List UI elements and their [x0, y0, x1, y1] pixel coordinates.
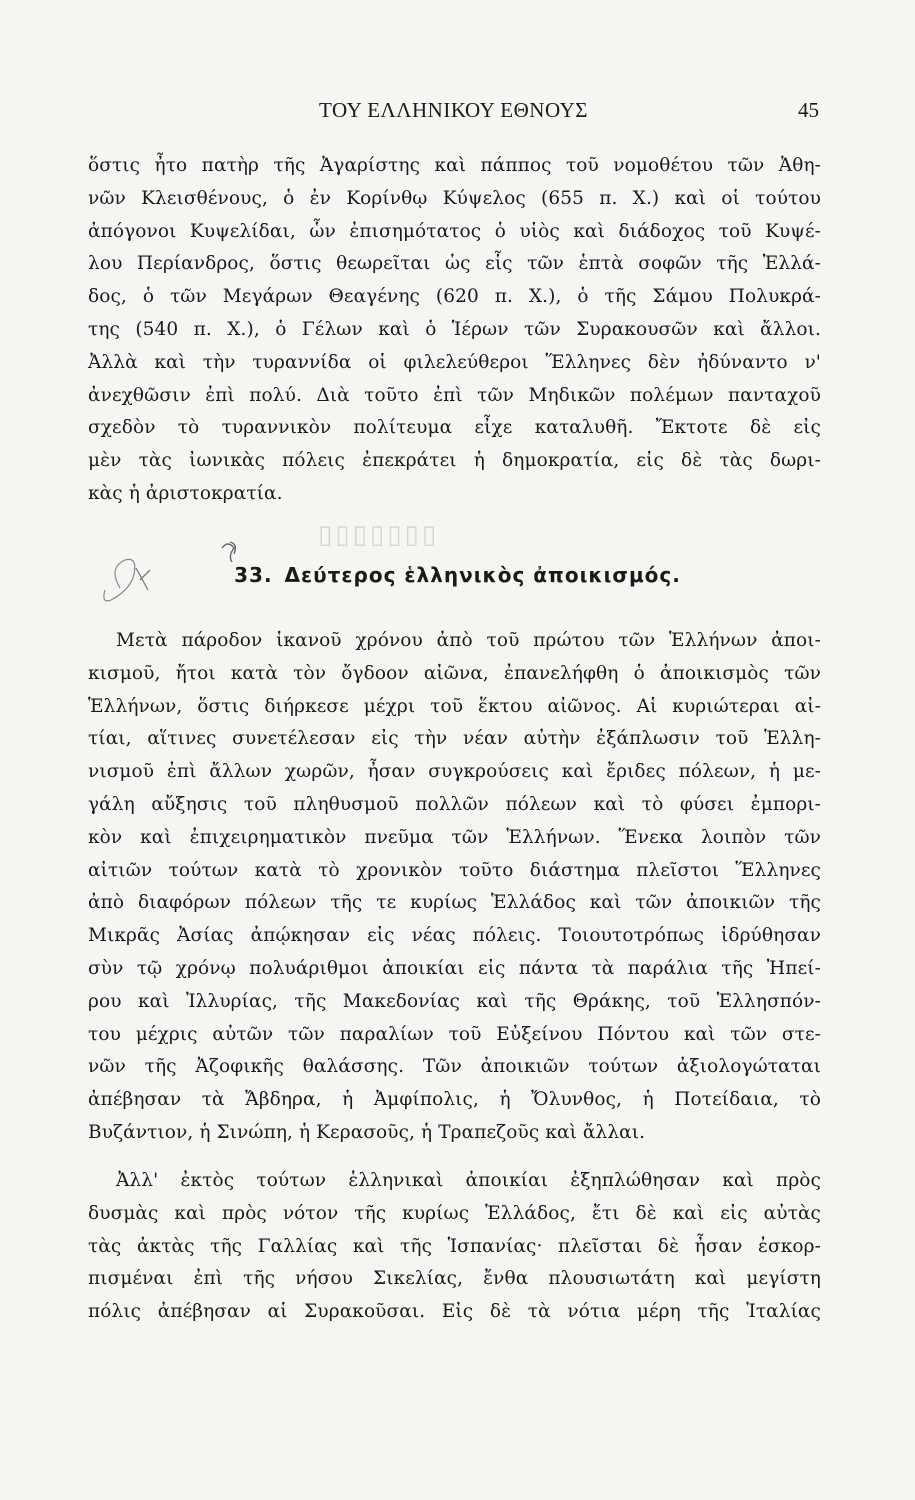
text-line: μὲν τὰς ἰωνικὰς πόλεις ἐπεκράτει ἡ δημοκρατία, εἰς δὲ τὰς δωρι- — [88, 450, 821, 472]
text-line: κὸν καὶ ἐπιχειρηματικὸν πνεῦμα τῶν Ἑλλήνων. Ἕνεκα λοιπὸν τῶν — [88, 826, 821, 848]
text-line: Μικρᾶς Ἀσίας ἀπῴκησαν εἰς νέας πόλεις. Τοιουτοτρόπως ἱδρύθησαν — [88, 925, 821, 947]
text-line: δος, ὁ τῶν Μεγάρων Θεαγένης (620 π. Χ.), ὁ τῆς Σάμου Πολυκρά- — [88, 286, 821, 308]
text-line: πόλις ἀπέβησαν αἱ Συρακοῦσαι. Εἰς δὲ τὰ νότια μέρη τῆς Ἰταλίας — [88, 1301, 821, 1323]
text-line: κὰς ἡ ἀριστοκρατία. — [88, 482, 283, 504]
page-header — [88, 98, 819, 128]
text-line: αἰτιῶν τούτων κατὰ τὸ χρονικὸν τοῦτο διάστημα πλεῖστοι Ἕλληνες — [88, 859, 821, 881]
text-line: ἀνεχθῶσιν ἐπὶ πολύ. Διὰ τοῦτο ἐπὶ τῶν Μηδικῶν πολέμων πανταχοῦ — [88, 384, 821, 406]
text-line: Ἑλλήνων, ὅστις διήρκεσε μέχρι τοῦ ἕκτου αἰῶνος. Αἱ κυριώτεραι αἰ- — [88, 695, 821, 717]
text-line: νῶν Κλεισθένους, ὁ ἐν Κορίνθῳ Κύψελος (655 π. Χ.) καὶ οἱ τούτου — [88, 187, 821, 209]
section-title: Δεύτερος ἑλληνικὸς ἀποικισμός. — [284, 563, 681, 587]
text-line: δυσμὰς καὶ πρὸς νότον τῆς κυρίως Ἑλλάδος, ἔτι δὲ καὶ εἰς αὐτὰς — [88, 1202, 821, 1224]
text-line: σὺν τῷ χρόνῳ πολυάριθμοι ἀποικίαι εἰς πάντα τὰ παράλια τῆς Ἠπεί- — [88, 957, 821, 979]
text-line: ἀπὸ διαφόρων πόλεων τῆς τε κυρίως Ἑλλάδος καὶ τῶν ἀποικιῶν τῆς — [88, 892, 821, 914]
bleed-through-mark: ▯▯▯▯▯▯▯ — [318, 520, 440, 550]
text-line: Ἀλλ' ἐκτὸς τούτων ἑλληνικαὶ ἀποικίαι ἐξηπλώθησαν καὶ πρὸς — [116, 1170, 821, 1191]
text-line: πισμέναι ἐπὶ τῆς νήσου Σικελίας, ἔνθα πλουσιωτάτη καὶ μεγίστη — [88, 1268, 821, 1290]
section-number: 33. — [234, 563, 273, 587]
text-line: νῶν τῆς Ἀζοφικῆς θαλάσσης. Τῶν ἀποικιῶν τούτων ἀξιολογώταται — [88, 1056, 821, 1078]
text-line: ἀπόγονοι Κυψελίδαι, ὧν ἐπισημότατος ὁ υἱὸς καὶ διάδοχος τοῦ Κυψέ- — [88, 220, 821, 242]
section-heading — [0, 563, 915, 587]
text-line: γάλη αὔξησις τοῦ πληθυσμοῦ πολλῶν πόλεων καὶ τὸ φύσει ἐμπορι- — [88, 793, 821, 815]
paragraph-1 — [88, 150, 821, 511]
text-line: κισμοῦ, ἤτοι κατὰ τὸν ὄγδοον αἰῶνα, ἐπανελήφθη ὁ ἀποικισμὸς τῶν — [88, 662, 821, 684]
text-line: τὰς ἀκτὰς τῆς Γαλλίας καὶ τῆς Ἱσπανίας· πλεῖσται δὲ ἦσαν ἐσκορ- — [88, 1235, 821, 1257]
text-line: Ἀλλὰ καὶ τὴν τυραννίδα οἱ φιλελεύθεροι Ἕλληνες δὲν ἠδύναντο ν' — [88, 351, 821, 373]
text-line: νισμοῦ ἐπὶ ἄλλων χωρῶν, ἦσαν συγκρούσεις καὶ ἔριδες πόλεων, ἡ με- — [88, 761, 821, 783]
text-line: ρου καὶ Ἰλλυρίας, τῆς Μακεδονίας καὶ τῆς Θράκης, τοῦ Ἑλλησπόν- — [88, 990, 821, 1012]
page-number: 45 — [798, 98, 819, 122]
text-line: σχεδὸν τὸ τυραννικὸν πολίτευμα εἶχε καταλυθῆ. Ἔκτοτε δὲ εἰς — [88, 417, 821, 439]
text-line: Βυζάντιον, ἡ Σινώπη, ἡ Κερασοῦς, ἡ Τραπεζοῦς καὶ ἄλλαι. — [88, 1121, 646, 1143]
paragraph-2 — [88, 625, 821, 1150]
paragraph-3 — [88, 1165, 821, 1329]
text-line: ἀπέβησαν τὰ Ἄβδηρα, ἡ Ἀμφίπολις, ἡ Ὄλυνθος, ἡ Ποτείδαια, τὸ — [88, 1089, 821, 1111]
text-line: λου Περίανδρος, ὅστις θεωρεῖται ὡς εἷς τῶν ἑπτὰ σοφῶν τῆς Ἑλλά- — [88, 253, 821, 275]
text-line: του μέχρις αὐτῶν τῶν παραλίων τοῦ Εὐξείνου Πόντου καὶ τῶν στε- — [88, 1023, 821, 1045]
text-line: ὅστις ἦτο πατὴρ τῆς Ἀγαρίστης καὶ πάππος τοῦ νομοθέτου τῶν Ἀθη- — [88, 155, 821, 176]
text-line: τίαι, αἵτινες συνετέλεσαν εἰς τὴν νέαν αὐτὴν ἐξάπλωσιν τοῦ Ἑλλη- — [88, 728, 821, 750]
running-title: ΤΟΥ ΕΛΛΗΝΙΚΟΥ ΕΘΝΟΥΣ — [319, 98, 588, 122]
text-line: Μετὰ πάροδον ἱκανοῦ χρόνου ἀπὸ τοῦ πρώτου τῶν Ἑλλήνων ἀποι- — [116, 630, 821, 651]
text-line: της (540 π. Χ.), ὁ Γέλων καὶ ὁ Ἱέρων τῶν Συρακουσῶν καὶ ἄλλοι. — [88, 318, 821, 340]
